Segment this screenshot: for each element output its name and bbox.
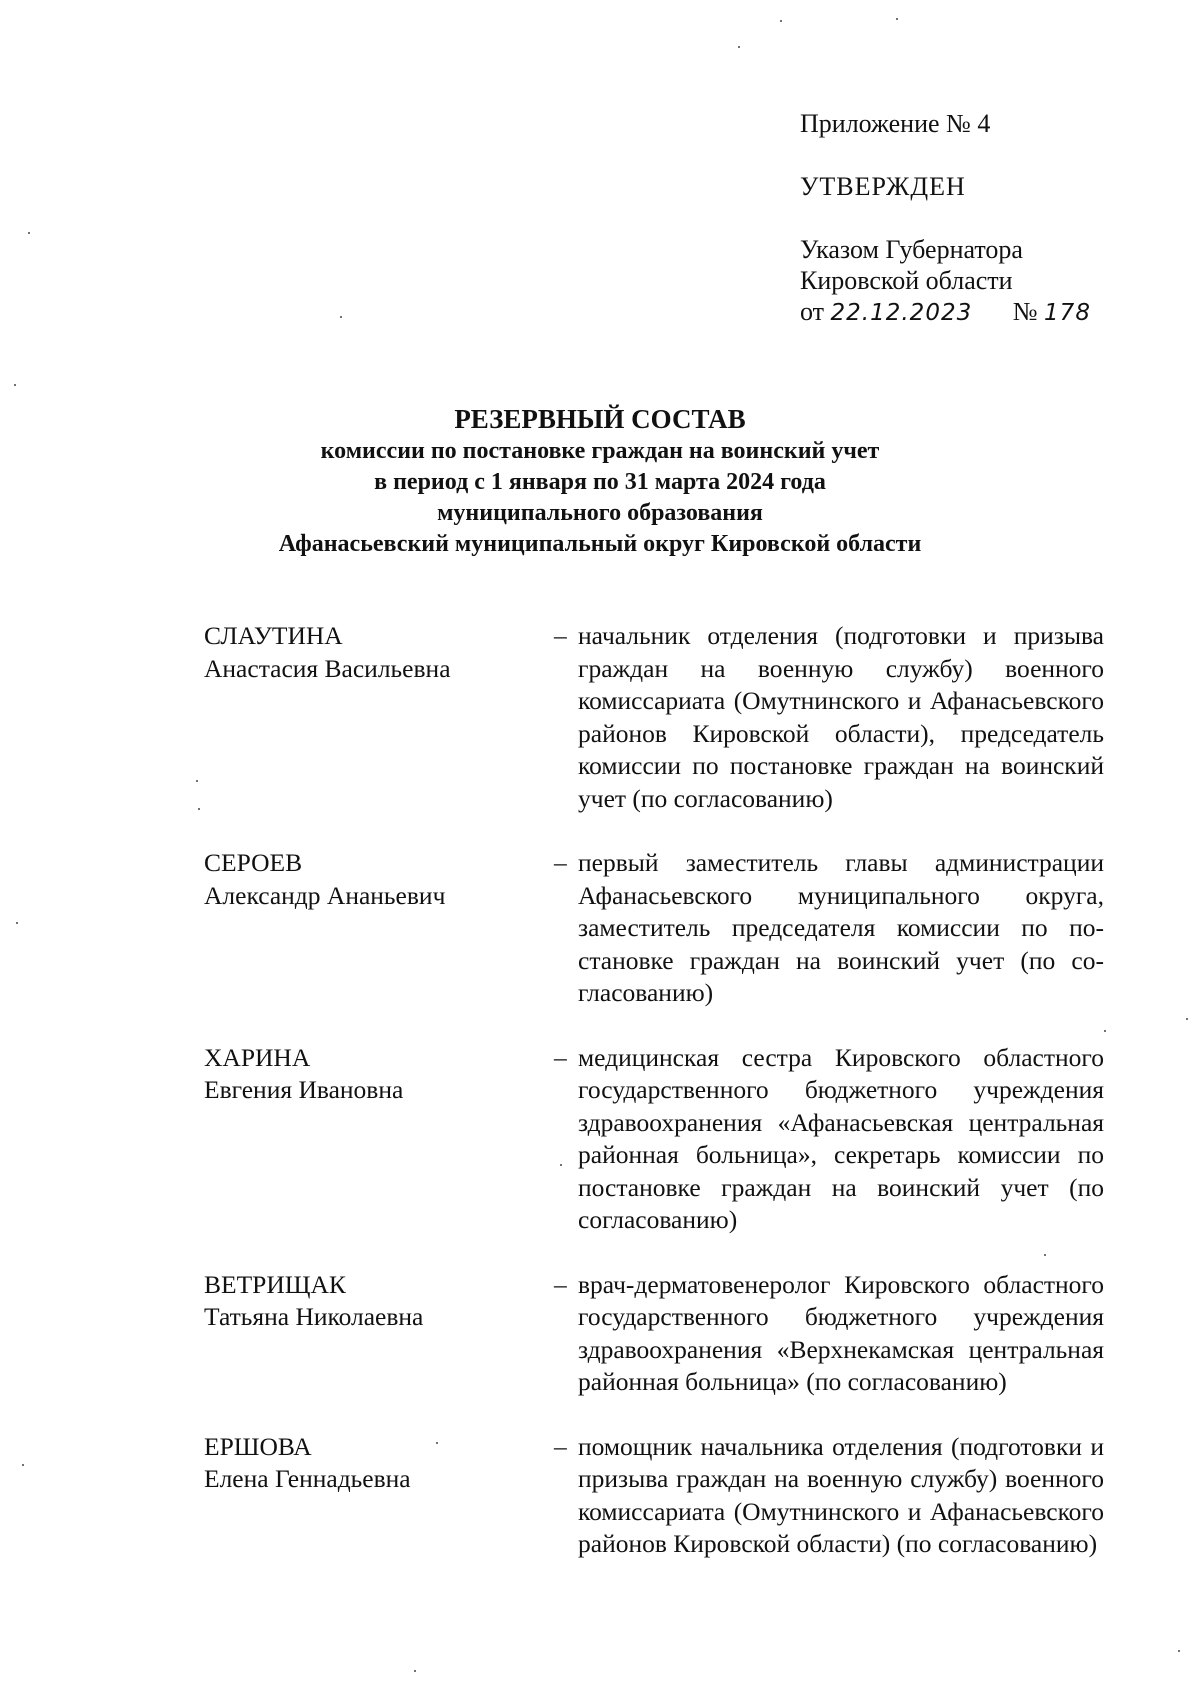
decree-date-line [800, 296, 1160, 329]
approved-label: УТВЕРЖДЕН [800, 172, 966, 201]
scan-speck [196, 780, 198, 782]
dash-separator: – [554, 1042, 567, 1072]
scan-speck [22, 1464, 24, 1466]
scan-speck [14, 384, 16, 386]
scan-speck [16, 922, 18, 924]
dash-separator: – [554, 848, 567, 877]
decree-number: 178 [1044, 300, 1091, 326]
scan-speck [198, 808, 200, 810]
scan-speck [28, 232, 30, 234]
scan-speck [414, 1670, 416, 1672]
member-role: помощник начальника отделения (подготовки и призыва граждан на военную службу) военного комиссариата (Омутнинского и Афанасьевского районов Кировской области) (по согласованию) [578, 1431, 1104, 1558]
member-name [204, 1269, 544, 1399]
member-surname: СЕРОЕВ [204, 848, 303, 877]
scan-speck [1186, 1018, 1188, 1020]
title-line-1: комиссии по постановке граждан на воинский учет [320, 438, 880, 464]
scan-speck [1044, 1254, 1046, 1256]
scan-speck [1178, 1650, 1180, 1652]
member-entry [204, 1042, 1124, 1237]
title-main: РЕЗЕРВНЫЙ СОСТАВ [454, 404, 746, 434]
scan-speck [780, 20, 782, 22]
decree-line-1: Указом Губернатора [800, 235, 1023, 264]
member-given-name: Татьяна Николаевна [204, 1302, 424, 1331]
title-line-4: Афанасьевский муниципальный округ Кировской области [278, 531, 922, 557]
scan-speck [560, 1164, 562, 1166]
title-line-2: в период с 1 января по 31 марта 2024 года [374, 469, 826, 495]
member-role: врач-дерматовенеролог Кировского областного государственного бюджетного учреждения здравоохранения «Верхнекамская центральная районная больница» (по согласованию) [578, 1269, 1104, 1396]
member-entry [204, 1431, 1124, 1561]
member-name [204, 620, 544, 815]
scan-speck [436, 1442, 438, 1444]
member-name [204, 1431, 544, 1561]
dash-separator: – [554, 621, 567, 650]
dash-separator: – [554, 1269, 567, 1299]
member-name [204, 1042, 544, 1237]
number-prefix: № [1012, 297, 1038, 326]
member-given-name: Анастасия Васильевна [204, 653, 451, 683]
title-line-3: муниципального образования [437, 500, 763, 526]
scan-speck [738, 46, 740, 48]
member-role: медицинская сестра Кировского областного государственного бюджетного учреждения здравоохранения «Афанасьевская центральная районная больница», секретарь комиссии по постановке граждан на воинский учет (по согласованию) [578, 1042, 1104, 1234]
appendix-label: Приложение № 4 [800, 109, 991, 138]
approval-block [800, 108, 1160, 329]
scan-speck [340, 316, 342, 318]
member-entry [204, 847, 1124, 1010]
scan-speck [896, 18, 898, 20]
member-entry [204, 1269, 1124, 1399]
date-prefix: от [800, 297, 825, 326]
member-given-name: Елена Геннадьевна [204, 1464, 411, 1493]
decree-date: 22.12.2023 [830, 300, 973, 326]
scan-speck [1104, 1030, 1106, 1032]
member-name [204, 847, 544, 1010]
members-list [204, 620, 1124, 1593]
member-surname: ХАРИНА [204, 1042, 311, 1072]
member-given-name: Александр Ананьевич [204, 880, 446, 910]
member-entry [204, 620, 1124, 815]
member-role: первый заместитель главы администрации Афанасьевского муниципального округа, заместитель председателя комиссии по постановке граждан на воинский учет (по согласованию) [578, 848, 1104, 1007]
member-surname: СЛАУТИНА [204, 621, 343, 650]
member-surname: ВЕТРИЩАК [204, 1269, 346, 1299]
member-surname: ЕРШОВА [204, 1431, 312, 1461]
decree-line-2: Кировской области [800, 266, 1013, 295]
document-title [100, 402, 1100, 560]
member-role: начальник отделения (подготовки и призыва граждан на военную службу) военного комиссариата (Омутнинского и Афанасьевского районов Кировской области), председатель комиссии по постановке граждан на воинский учет (по согласованию) [578, 621, 1104, 813]
member-given-name: Евгения Ивановна [204, 1075, 404, 1104]
dash-separator: – [554, 1431, 567, 1461]
